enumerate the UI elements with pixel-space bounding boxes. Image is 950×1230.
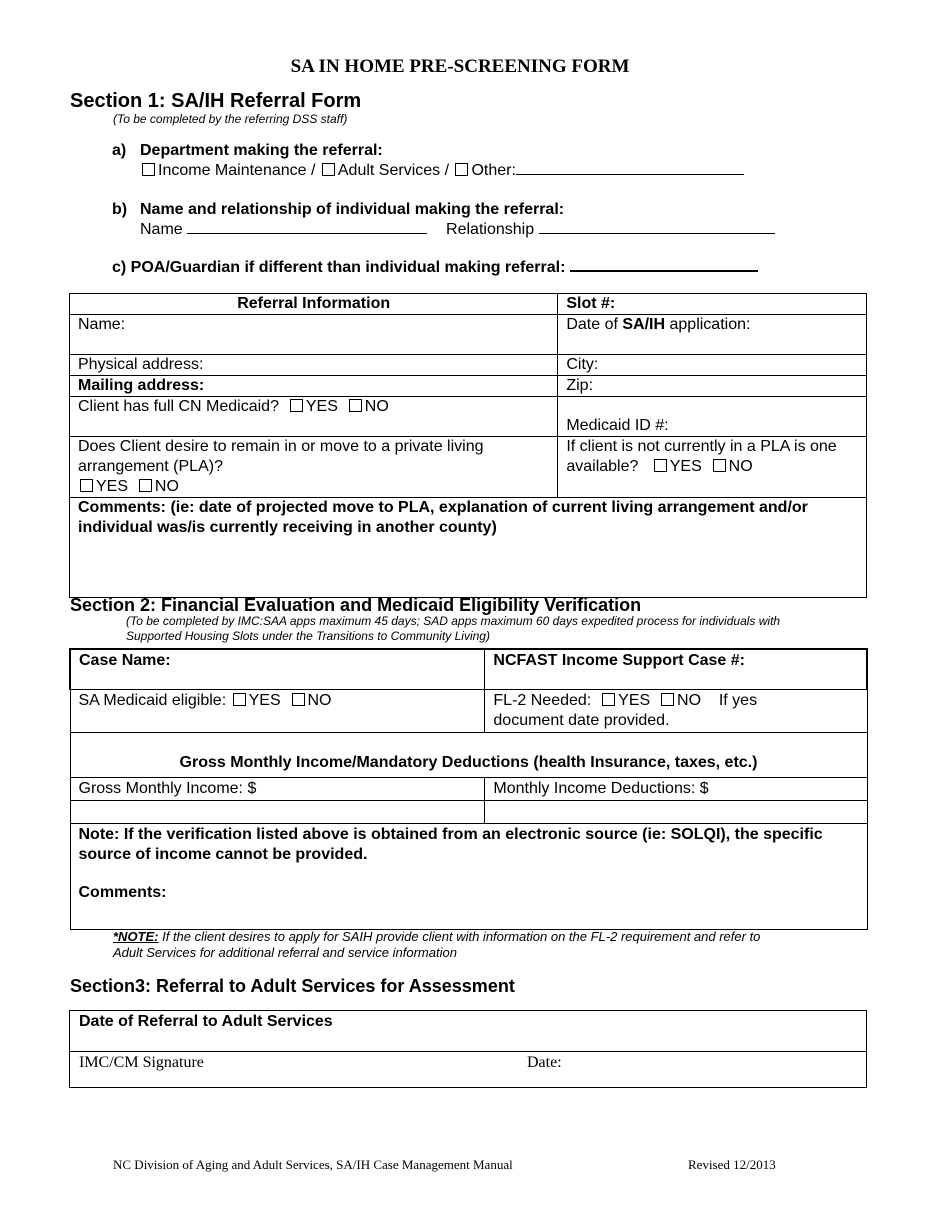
case-name-field[interactable]: Case Name: [70,649,485,689]
department-options [140,162,744,180]
sa-medicaid-label: SA Medicaid eligible: [78,691,227,709]
pla-available-no-label: NO [728,458,753,475]
city-field[interactable]: City: [558,355,867,376]
footnote-text: If the client desires to apply for SAIH provide client with information on the FL-2 requirement and refer to [158,929,761,944]
cn-medicaid-yes-checkbox[interactable] [290,399,303,412]
sa-medicaid-yes-label: YES [248,691,281,709]
pla-available-cell [558,437,867,498]
financial-table [69,648,868,930]
referral-table [69,293,867,598]
section3-divider [70,1051,866,1052]
monthly-deductions-field[interactable] [485,800,867,823]
section1-heading: Section 1: SA/IH Referral Form [70,90,362,112]
poa-field[interactable] [570,270,758,272]
name-label: Name [140,221,183,238]
adult-services-label: Adult Services / [337,162,450,179]
sa-medicaid-no-checkbox[interactable] [292,693,305,706]
application-date-field[interactable] [558,315,867,355]
pla-question: Does Client desire to remain in or move to a private living arrangement (PLA)? [78,438,484,475]
pla-available-question: If client is not currently in a PLA is one available? [566,438,837,475]
medicaid-id-field[interactable]: Medicaid ID #: [558,397,867,437]
other-label: Other: [471,162,516,179]
gross-monthly-income-field[interactable] [70,800,485,823]
pla-available-yes-label: YES [669,458,702,475]
financial-comments-field[interactable]: Comments: [78,883,167,901]
sa-medicaid-yes-checkbox[interactable] [233,693,246,706]
verification-note-cell [70,823,867,929]
zip-field[interactable]: Zip: [558,376,867,397]
footnote-label: *NOTE: [113,929,159,944]
application-date-label-end: application: [665,316,751,333]
physical-address-field[interactable]: Physical address: [70,355,558,376]
other-field[interactable] [516,174,744,175]
fl2-cell [485,689,867,732]
cn-medicaid-no-label: NO [364,398,389,415]
gross-income-heading: Gross Monthly Income/Mandatory Deductions (health Insurance, taxes, etc.) [70,732,867,777]
name-field[interactable] [187,233,427,234]
pla-no-checkbox[interactable] [139,479,152,492]
section1-subtitle: (To be completed by the referring DSS staff) [113,112,348,126]
application-date-label-bold: SA/IH [622,316,666,333]
cn-medicaid-question: Client has full CN Medicaid? [78,398,279,415]
name-relationship-row [140,221,775,239]
fl2-no-label: NO [677,691,702,709]
fl2-yes-label: YES [618,691,651,709]
pla-available-no-checkbox[interactable] [713,459,726,472]
item-a-label: a) [112,142,127,159]
fl2-label: FL-2 Needed: [493,691,592,709]
item-c-row [112,259,758,277]
slot-number-field[interactable]: Slot #: [558,294,867,315]
fl2-footnote [113,929,760,961]
other-checkbox[interactable] [455,163,468,176]
referral-information-header: Referral Information [70,294,558,315]
item-c-text: c) POA/Guardian if different than individual making referral: [112,259,566,276]
gross-monthly-income-label: Gross Monthly Income: $ [70,777,485,800]
fl2-yes-checkbox[interactable] [602,693,615,706]
referral-comments-field[interactable]: Comments: (ie: date of projected move to PLA, explanation of current living arrangement and/or individual was/is currently receiving in another county) [70,498,867,598]
footnote-text-line2: Adult Services for additional referral and service information [113,945,457,960]
cn-medicaid-cell [70,397,558,437]
section2-heading: Section 2: Financial Evaluation and Medicaid Eligibility Verification [70,595,642,615]
sa-medicaid-cell [70,689,485,732]
footer-manual: NC Division of Aging and Adult Services, SA/IH Case Management Manual [113,1157,513,1172]
pla-available-yes-checkbox[interactable] [654,459,667,472]
imc-cm-signature-field[interactable]: IMC/CM Signature [79,1054,204,1071]
relationship-label: Relationship [446,221,535,238]
monthly-deductions-label: Monthly Income Deductions: $ [485,777,867,800]
section2-subtitle-line2: Supported Housing Slots under the Transitions to Community Living) [126,629,490,643]
cn-medicaid-no-checkbox[interactable] [349,399,362,412]
footer-revised: Revised 12/2013 [688,1157,776,1172]
section3-heading: Section3: Referral to Adult Services for Assessment [70,976,515,996]
pla-yes-checkbox[interactable] [80,479,93,492]
item-b-text: Name and relationship of individual making the referral: [140,201,565,218]
form-title: SA IN HOME PRE-SCREENING FORM [290,56,630,77]
income-maintenance-checkbox[interactable] [142,163,155,176]
relationship-field[interactable] [539,233,775,234]
section2-subtitle-line1: (To be completed by IMC:SAA apps maximum 45 days; SAD apps maximum 60 days expedited process for individuals with [126,614,781,628]
date-of-referral-field[interactable]: Date of Referral to Adult Services [79,1013,333,1030]
section2-subtitle [126,614,780,644]
fl2-no-checkbox[interactable] [661,693,674,706]
sa-medicaid-no-label: NO [307,691,332,709]
mailing-address-field[interactable]: Mailing address: [70,376,558,397]
fl2-document-label: document date provided. [493,711,670,729]
signature-date-field[interactable]: Date: [527,1054,562,1071]
section3-box [69,1010,867,1088]
pla-yes-label: YES [96,478,129,495]
fl2-ifyes-label: If yes [718,691,758,709]
pla-cell [70,437,558,498]
verification-note: Note: If the verification listed above is obtained from an electronic source (ie: SOLQI), the specific source of income cannot be provided. [78,825,823,863]
application-date-label: Date of [566,316,623,333]
client-name-field[interactable]: Name: [70,315,558,355]
pla-no-label: NO [154,478,179,495]
ncfast-case-field[interactable]: NCFAST Income Support Case #: [485,649,867,689]
cn-medicaid-yes-label: YES [305,398,338,415]
item-b-label: b) [112,201,128,218]
income-maintenance-label: Income Maintenance / [158,162,316,179]
adult-services-checkbox[interactable] [322,163,335,176]
item-a-text: Department making the referral: [140,142,383,159]
